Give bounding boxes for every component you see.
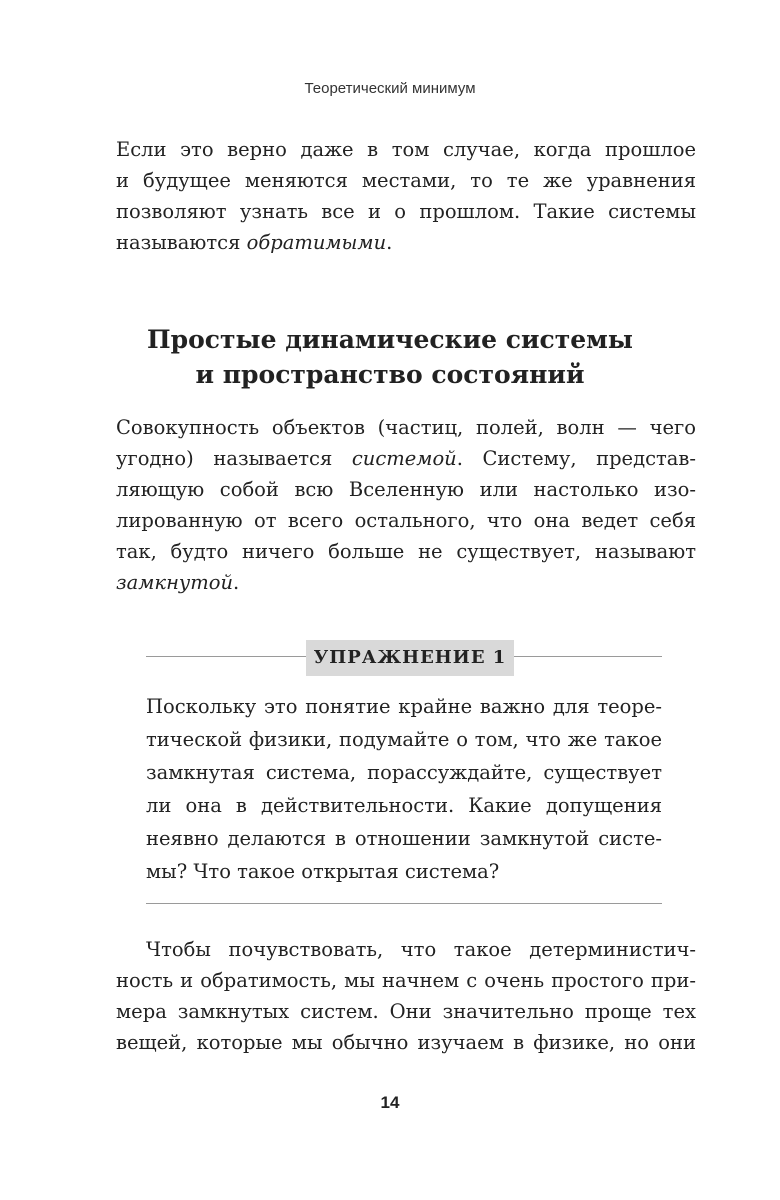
text-line: тической физики, подумайте о том, что же такое bbox=[146, 728, 662, 751]
text-line: ность и обратимость, мы начнем с очень простого при- bbox=[116, 969, 696, 992]
text-line: ли она в действительности. Какие допущения bbox=[146, 794, 662, 817]
paragraph-reversible bbox=[116, 134, 696, 258]
text-fragment: . bbox=[233, 571, 240, 594]
exercise-body bbox=[146, 690, 662, 888]
text-fragment: . bbox=[386, 231, 393, 254]
text-line: Чтобы почувствовать, что такое детерминистич- bbox=[146, 938, 696, 961]
text-line: и будущее меняются местами, то те же уравнения bbox=[116, 169, 696, 192]
exercise-bottom-rule bbox=[146, 903, 662, 904]
running-header: Теоретический минимум bbox=[304, 80, 476, 97]
text-line: ляющую собой всю Вселенную или настолько изо- bbox=[116, 478, 696, 501]
text-line: мера замкнутых систем. Они значительно проще тех bbox=[116, 1000, 696, 1023]
text-line: вещей, которые мы обычно изучаем в физике, но они bbox=[116, 1031, 696, 1054]
text-line bbox=[116, 443, 696, 474]
text-fragment: . Систему, представ- bbox=[456, 447, 696, 470]
text-line: мы? Что такое открытая система? bbox=[146, 860, 500, 883]
text-line: Если это верно даже в том случае, когда прошлое bbox=[116, 138, 696, 161]
paragraph-determinism bbox=[116, 934, 696, 1058]
section-title bbox=[0, 322, 780, 392]
text-line: неявно делаются в отношении замкнутой систе- bbox=[146, 827, 662, 850]
text-fragment: угодно) называется bbox=[116, 447, 352, 470]
paragraph-system-definition bbox=[116, 412, 696, 598]
text-line: так, будто ничего больше не существует, называют bbox=[116, 540, 696, 563]
text-line: Совокупность объектов (частиц, полей, волн — чего bbox=[116, 416, 696, 439]
page-number: 14 bbox=[380, 1093, 400, 1112]
italic-term: обратимыми bbox=[246, 231, 387, 254]
text-line: лированную от всего остального, что она ведет себя bbox=[116, 509, 696, 532]
text-fragment: называются bbox=[116, 231, 247, 254]
italic-term: замкнутой bbox=[116, 571, 234, 594]
section-title-line: и пространство состояний bbox=[195, 360, 585, 389]
section-title-line: Простые динамические системы bbox=[147, 325, 633, 354]
exercise-title: УПРАЖНЕНИЕ 1 bbox=[306, 640, 514, 676]
text-line bbox=[116, 227, 696, 258]
text-line: замкнутая система, порассуждайте, существует bbox=[146, 761, 662, 784]
text-line bbox=[116, 567, 696, 598]
text-line: позволяют узнать все и о прошлом. Такие системы bbox=[116, 200, 696, 223]
italic-term: системой bbox=[351, 447, 457, 470]
text-line: Поскольку это понятие крайне важно для теоре- bbox=[146, 695, 662, 718]
